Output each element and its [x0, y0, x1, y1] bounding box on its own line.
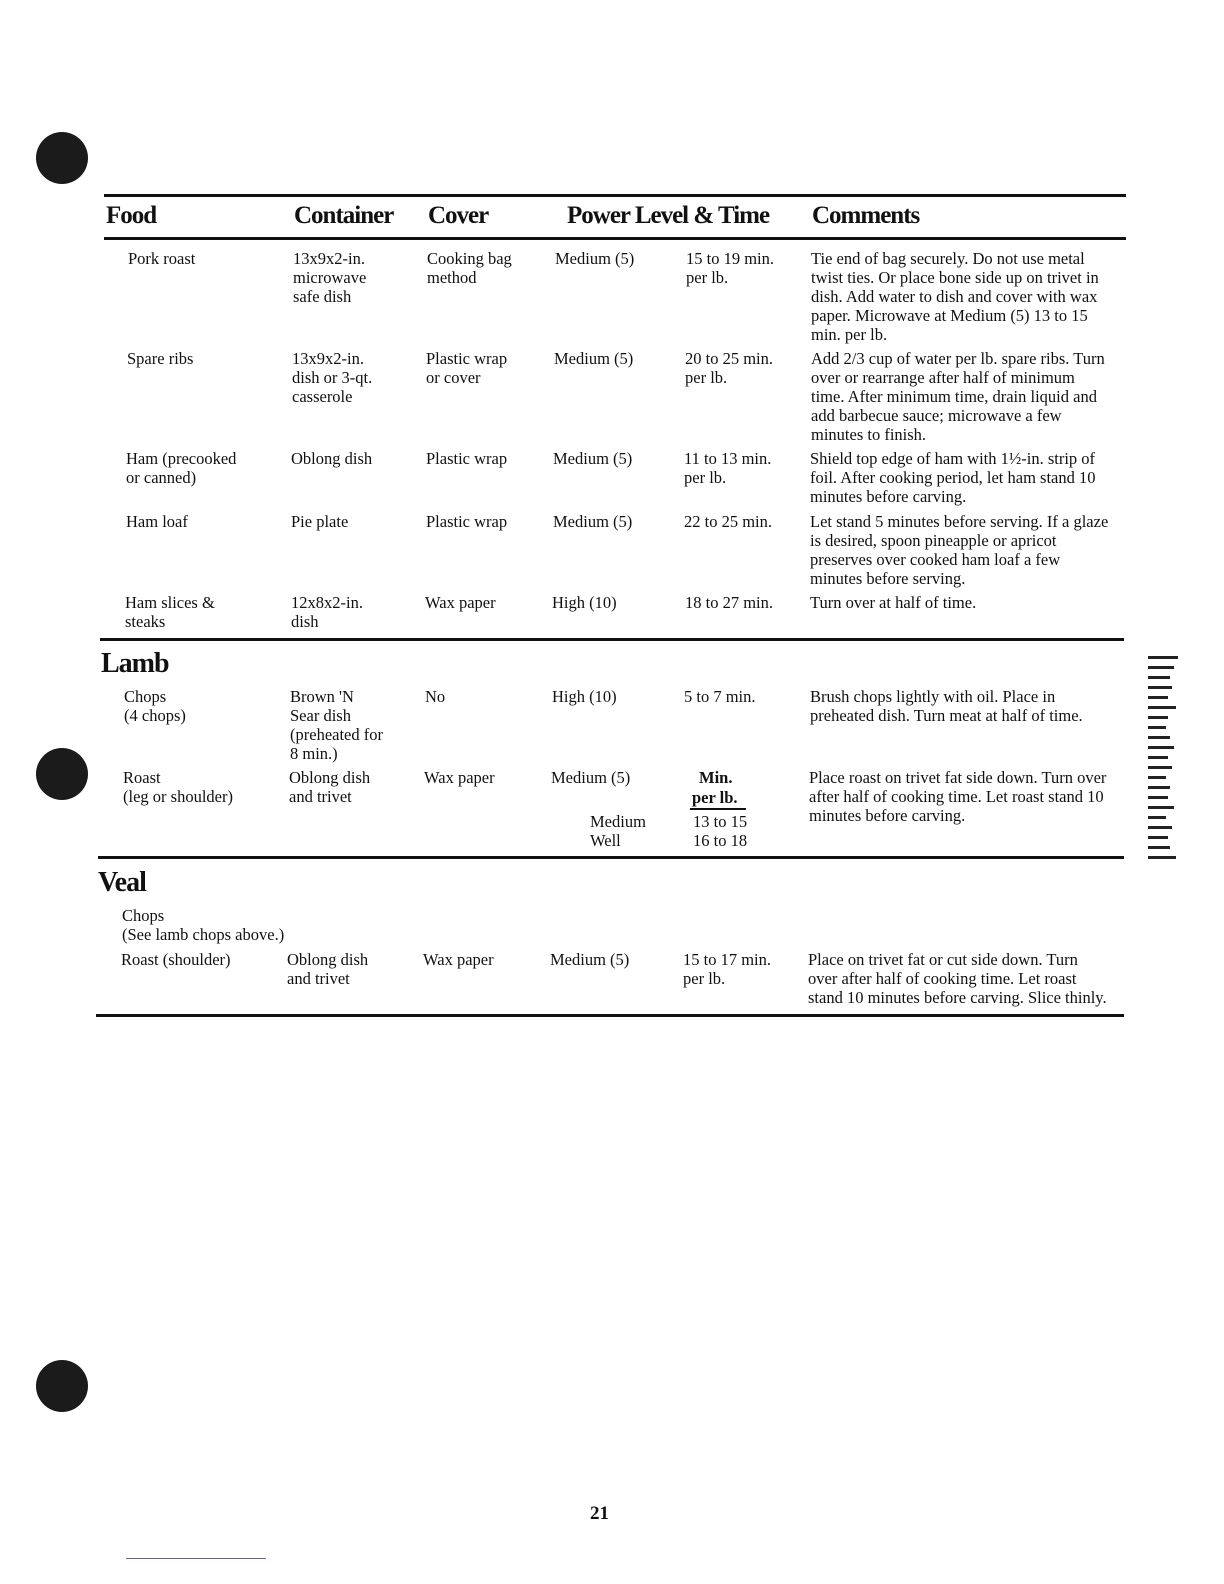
row-ribs-food: Spare ribs: [127, 349, 194, 368]
lamb-chops-container: Brown 'N Sear dish (preheated for 8 min.): [290, 687, 383, 763]
lamb-roast-time-underline: [690, 808, 746, 810]
row-hamloaf-power: Medium (5): [553, 512, 633, 531]
lamb-roast-doneness-medium: Medium: [590, 812, 646, 831]
row-hamloaf-time: 22 to 25 min.: [684, 512, 773, 531]
header-power-level-time: Power Level & Time: [567, 202, 770, 229]
veal-roast-container: Oblong dish and trivet: [287, 950, 369, 988]
lamb-roast-food: Roast (leg or shoulder): [123, 768, 233, 806]
row-ribs-cover: Plastic wrap or cover: [426, 349, 508, 387]
footer-rule: [126, 1558, 266, 1559]
lamb-chops-comments: Brush chops lightly with oil. Place in preheated dish. Turn meat at half of time.: [810, 687, 1083, 725]
lamb-chops-power: High (10): [552, 687, 617, 706]
veal-roast-food: Roast (shoulder): [121, 950, 231, 969]
row-hamslices-food: Ham slices & steaks: [125, 593, 215, 631]
row-pork-comments: Tie end of bag securely. Do not use metal twist ties. Or place bone side up on trivet in dish. Add water to dish and cover with wax paper. Microwave at Medium (5) 13 to 15 min. per lb.: [811, 249, 1099, 344]
row-ham-power: Medium (5): [553, 449, 633, 468]
section-title-veal: Veal: [98, 867, 146, 898]
row-ham-cover: Plastic wrap: [426, 449, 508, 468]
lamb-roast-comments: Place roast on trivet fat side down. Turn over after half of cooking time. Let roast stand 10 minutes before carving.: [809, 768, 1107, 825]
header-bottom-rule: [104, 237, 1126, 240]
lamb-roast-time-header-perlb: per lb.: [692, 788, 738, 807]
lamb-roast-cover: Wax paper: [424, 768, 495, 787]
lamb-roast-time-header-min: Min.: [699, 768, 733, 787]
row-hamslices-time: 18 to 27 min.: [685, 593, 774, 612]
binder-hole-bottom: [36, 1360, 88, 1412]
row-hamloaf-comments: Let stand 5 minutes before serving. If a glaze is desired, spoon pineapple or apricot preserves over cooked ham loaf a few minutes before serving.: [810, 512, 1109, 588]
binder-hole-middle: [36, 748, 88, 800]
row-hamslices-container: 12x8x2-in. dish: [291, 593, 363, 631]
section-title-lamb: Lamb: [101, 648, 169, 679]
row-hamslices-cover: Wax paper: [425, 593, 496, 612]
header-food: Food: [106, 202, 157, 229]
row-ham-container: Oblong dish: [291, 449, 373, 468]
row-ham-time: 11 to 13 min. per lb.: [684, 449, 772, 487]
row-ribs-comments: Add 2/3 cup of water per lb. spare ribs. Turn over or rearrange after half of minimum time. After minimum time, drain liquid and add barbecue sauce; microwave a few minutes to finish.: [811, 349, 1105, 444]
page-number: 21: [590, 1503, 609, 1524]
header-comments: Comments: [812, 202, 920, 229]
lamb-section-bottom-rule: [98, 856, 1124, 859]
row-ribs-time: 20 to 25 min. per lb.: [685, 349, 774, 387]
row-ham-food: Ham (precooked or canned): [126, 449, 237, 487]
pork-section-bottom-rule: [100, 638, 1124, 641]
veal-roast-power: Medium (5): [550, 950, 630, 969]
veal-chops-food: Chops (See lamb chops above.): [122, 906, 285, 944]
row-ribs-container: 13x9x2-in. dish or 3-qt. casserole: [292, 349, 373, 406]
binder-hole-top: [36, 132, 88, 184]
lamb-chops-time: 5 to 7 min.: [684, 687, 756, 706]
row-hamloaf-cover: Plastic wrap: [426, 512, 508, 531]
lamb-roast-power: Medium (5): [551, 768, 631, 787]
lamb-roast-container: Oblong dish and trivet: [289, 768, 371, 806]
row-pork-power: Medium (5): [555, 249, 635, 268]
lamb-roast-doneness-well: Well: [590, 831, 621, 850]
veal-roast-cover: Wax paper: [423, 950, 494, 969]
row-pork-time: 15 to 19 min. per lb.: [686, 249, 775, 287]
table-top-rule: [104, 194, 1126, 197]
edge-scan-marks: [1148, 656, 1198, 866]
row-hamslices-power: High (10): [552, 593, 617, 612]
lamb-chops-cover: No: [425, 687, 446, 706]
row-pork-container: 13x9x2-in. microwave safe dish: [293, 249, 367, 306]
row-ribs-power: Medium (5): [554, 349, 634, 368]
row-ham-comments: Shield top edge of ham with 1½-in. strip of foil. After cooking period, let ham stand 10 minutes before carving.: [810, 449, 1096, 506]
veal-section-bottom-rule: [96, 1014, 1124, 1017]
header-cover: Cover: [428, 202, 489, 229]
row-pork-food: Pork roast: [128, 249, 196, 268]
lamb-chops-food: Chops (4 chops): [124, 687, 186, 725]
row-hamloaf-container: Pie plate: [291, 512, 349, 531]
lamb-roast-time-well: 16 to 18: [693, 831, 748, 850]
row-hamloaf-food: Ham loaf: [126, 512, 188, 531]
lamb-roast-time-medium: 13 to 15: [693, 812, 748, 831]
row-pork-cover: Cooking bag method: [427, 249, 512, 287]
row-hamslices-comments: Turn over at half of time.: [810, 593, 977, 612]
veal-roast-comments: Place on trivet fat or cut side down. Turn over after half of cooking time. Let roast stand 10 minutes before carving. Slice thinly.: [808, 950, 1107, 1007]
veal-roast-time: 15 to 17 min. per lb.: [683, 950, 772, 988]
header-container: Container: [294, 202, 394, 229]
